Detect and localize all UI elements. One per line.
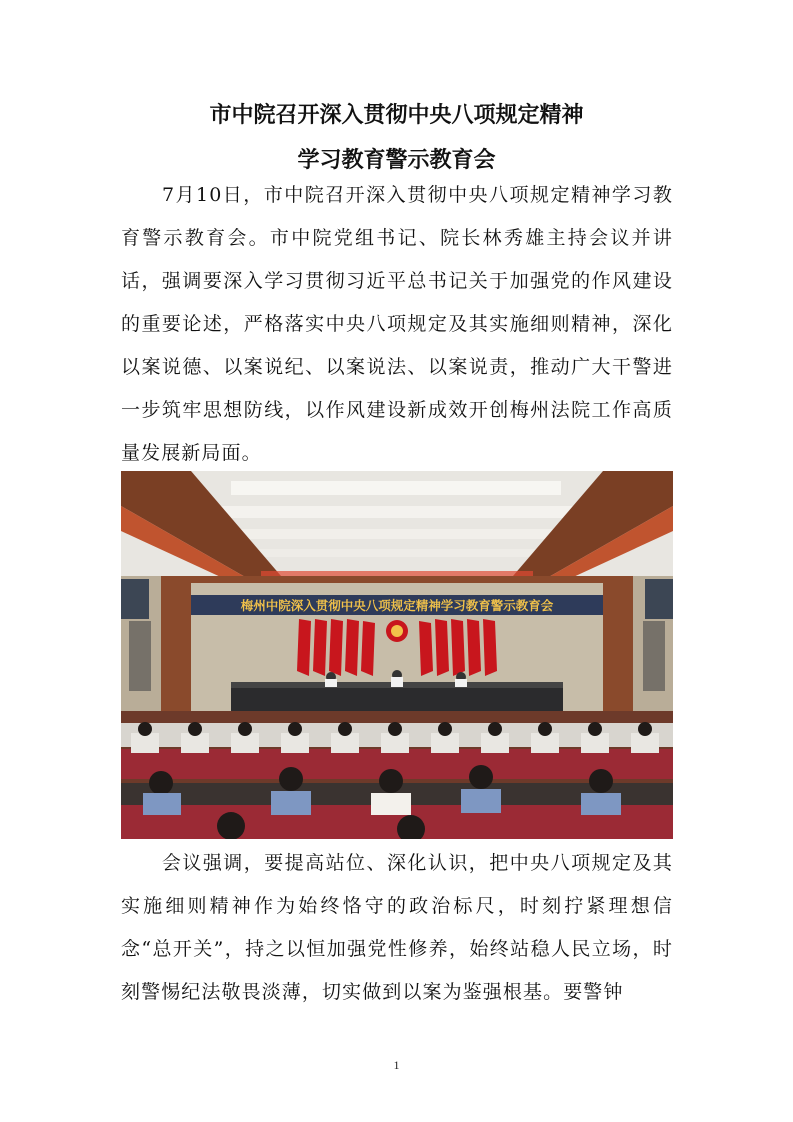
page-number: 1 [393, 1058, 400, 1072]
paragraph-second: 会议强调，要提高站位、深化认识，把中央八项规定及其实施细则精神作为始终恪守的政治标尺，时刻拧紧理想信念“总开关”，持之以恒加强党性修养，始终站稳人民立场，时刻警惕纪法敬畏淡薄，切实做到以案为鉴强根基。要警钟 [121, 852, 673, 1003]
paragraph-intro: 7月10日，市中院召开深入贯彻中央八项规定精神学习教育警示教育会。市中院党组书记、院长林秀雄主持会议并讲话，强调要深入学习贯彻习近平总书记关于加强党的作风建设的重要论述，严格落实中央八项规定及其实施细则精神，深化以案说德、以案说纪、以案说法、以案说责，推动广大干警进一步筑牢思想防线，以作风建设新成效开创梅州法院工作高质量发展新局面。 [121, 184, 673, 464]
photo-banner: 梅州中院深入贯彻中央八项规定精神学习教育警示教育会 [240, 598, 554, 613]
article-title-line-2: 学习教育警示教育会 [297, 148, 496, 173]
article-title-line-1: 市中院召开深入贯彻中央八项规定精神 [209, 103, 584, 128]
meeting-photo [121, 471, 673, 839]
